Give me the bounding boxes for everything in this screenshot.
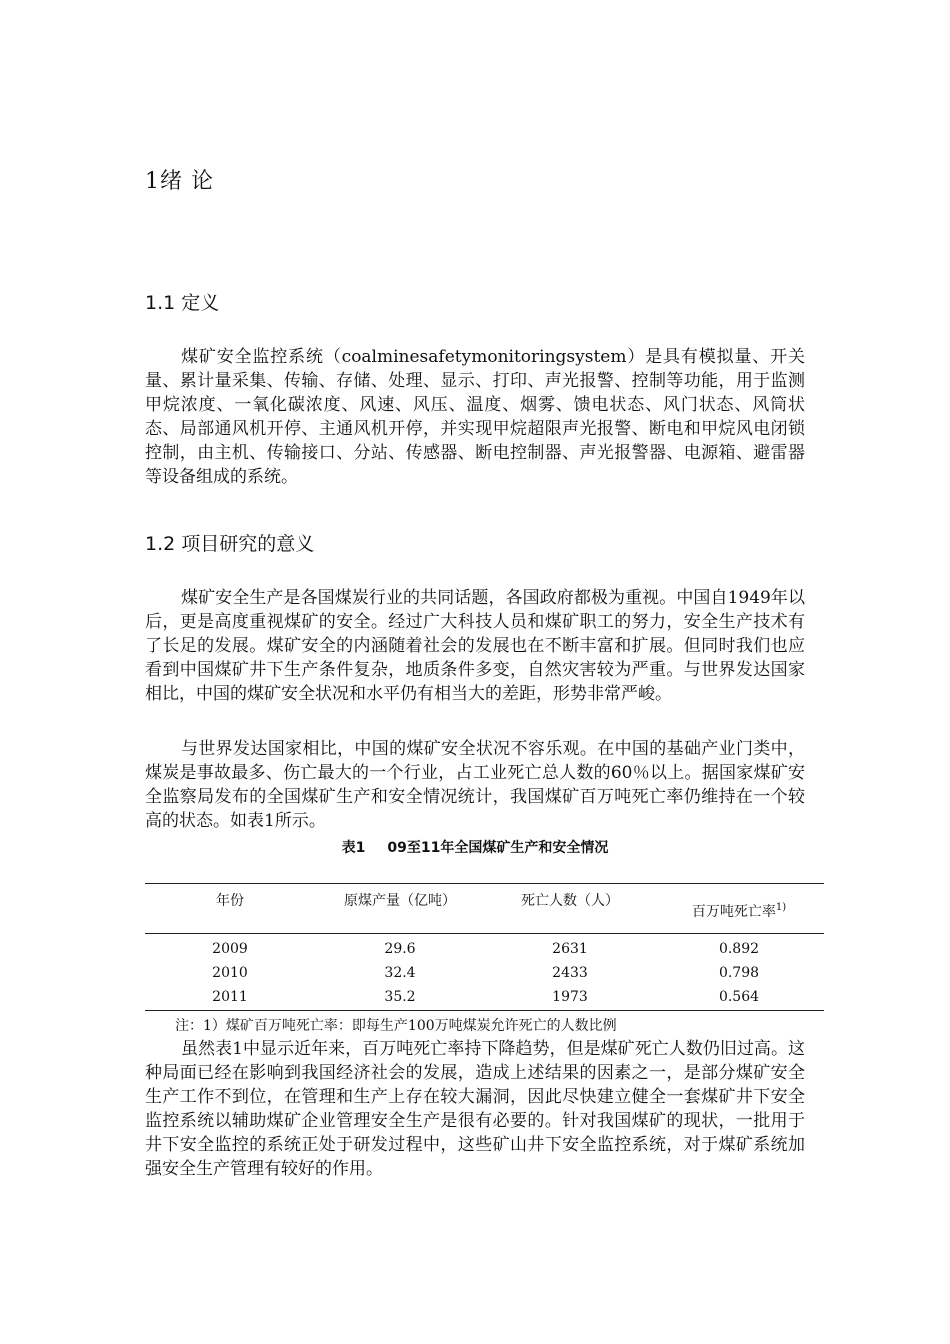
chapter-heading	[145, 164, 214, 195]
table-cell-deaths: 1973	[552, 989, 588, 1005]
section-number: 1.1	[145, 292, 176, 314]
table-caption	[145, 837, 805, 857]
table-header-rule	[145, 933, 824, 934]
paragraph-significance-1: 煤矿安全生产是各国煤炭行业的共同话题，各国政府都极为重视。中国自1949年以后，更是高度重视煤矿的安全。经过广大科技人员和煤矿职工的努力，安全生产技术有了长足的发展。煤矿安全的内涵随着社会的发展也在不断丰富和扩展。但同时我们也应看到中国煤矿井下生产条件复杂，地质条件多变，自然灾害较为严重。与世界发达国家相比，中国的煤矿安全状况和水平仍有相当大的差距，形势非常严峻。	[145, 588, 805, 704]
table-caption-number: 表1	[341, 840, 366, 856]
table-header-year: 年份	[216, 893, 244, 909]
table-cell-deaths: 2433	[552, 965, 588, 981]
paragraph-conclusion: 虽然表1中显示近年来，百万吨死亡率持下降趋势，但是煤矿死亡人数仍旧过高。这种局面已经在影响到我国经济社会的发展，造成上述结果的因素之一，是部分煤矿安全生产工作不到位，在管理和生产上存在较大漏洞，因此尽快建立健全一套煤矿井下安全监控系统以辅助煤矿企业管理安全生产是很有必要的。针对我国煤矿的现状，一批用于井下安全监控的系统正处于研发过程中，这些矿山井下安全监控系统，对于煤矿系统加强安全生产管理有较好的作用。	[145, 1039, 805, 1179]
section-heading-significance	[145, 529, 314, 556]
table-cell-output: 32.4	[384, 965, 416, 981]
table-cell-output: 29.6	[384, 941, 416, 957]
table-top-rule	[145, 883, 824, 884]
footnote-marker: 1)	[775, 902, 787, 913]
table-cell-year: 2010	[212, 965, 248, 981]
table-cell-death-rate: 0.798	[718, 965, 760, 981]
table-header-output: 原煤产量（亿吨）	[344, 893, 456, 909]
section-number: 1.2	[145, 533, 176, 555]
paragraph-definition: 煤矿安全监控系统（coalminesafetymonitoringsystem）是具有模拟量、开关量、累计量采集、传输、存储、处理、显示、打印、声光报警、控制等功能，用于监测甲烷浓度、一氧化碳浓度、风速、风压、温度、烟雾、馈电状态、风门状态、风筒状态、局部通风机开停、主通风机开停，并实现甲烷超限声光报警、断电和甲烷风电闭锁控制，由主机、传输接口、分站、传感器、断电控制器、声光报警器、电源箱、避雷器等设备组成的系统。	[145, 347, 805, 487]
table-cell-year: 2009	[212, 941, 248, 957]
section-heading-definition	[145, 288, 219, 315]
chapter-title: 绪 论	[160, 169, 214, 194]
table-bottom-rule	[145, 1010, 824, 1011]
table-cell-death-rate: 0.564	[718, 989, 760, 1005]
table-cell-deaths: 2631	[552, 941, 588, 957]
table-header-death-rate-label: 百万吨死亡率	[691, 904, 776, 920]
chapter-number: 1	[145, 169, 160, 194]
section-title: 项目研究的意义	[181, 533, 315, 555]
table-header-death-rate	[654, 901, 824, 921]
section-title: 定义	[181, 292, 220, 314]
table-header-deaths: 死亡人数（人）	[521, 893, 619, 909]
table-footnote: 注：1）煤矿百万吨死亡率：即每生产100万吨煤炭允许死亡的人数比例	[175, 1018, 617, 1034]
paragraph-significance-2: 与世界发达国家相比，中国的煤矿安全状况不容乐观。在中国的基础产业门类中，煤炭是事故最多、伤亡最大的一个行业，占工业死亡总人数的60％以上。据国家煤矿安全监察局发布的全国煤矿生产和安全情况统计，我国煤矿百万吨死亡率仍维持在一个较高的状态。如表1所示。	[145, 739, 805, 831]
table-cell-death-rate: 0.892	[718, 941, 760, 957]
table-cell-year: 2011	[212, 989, 248, 1005]
table-cell-output: 35.2	[384, 989, 416, 1005]
table-caption-text: 09至11年全国煤矿生产和安全情况	[387, 840, 609, 856]
